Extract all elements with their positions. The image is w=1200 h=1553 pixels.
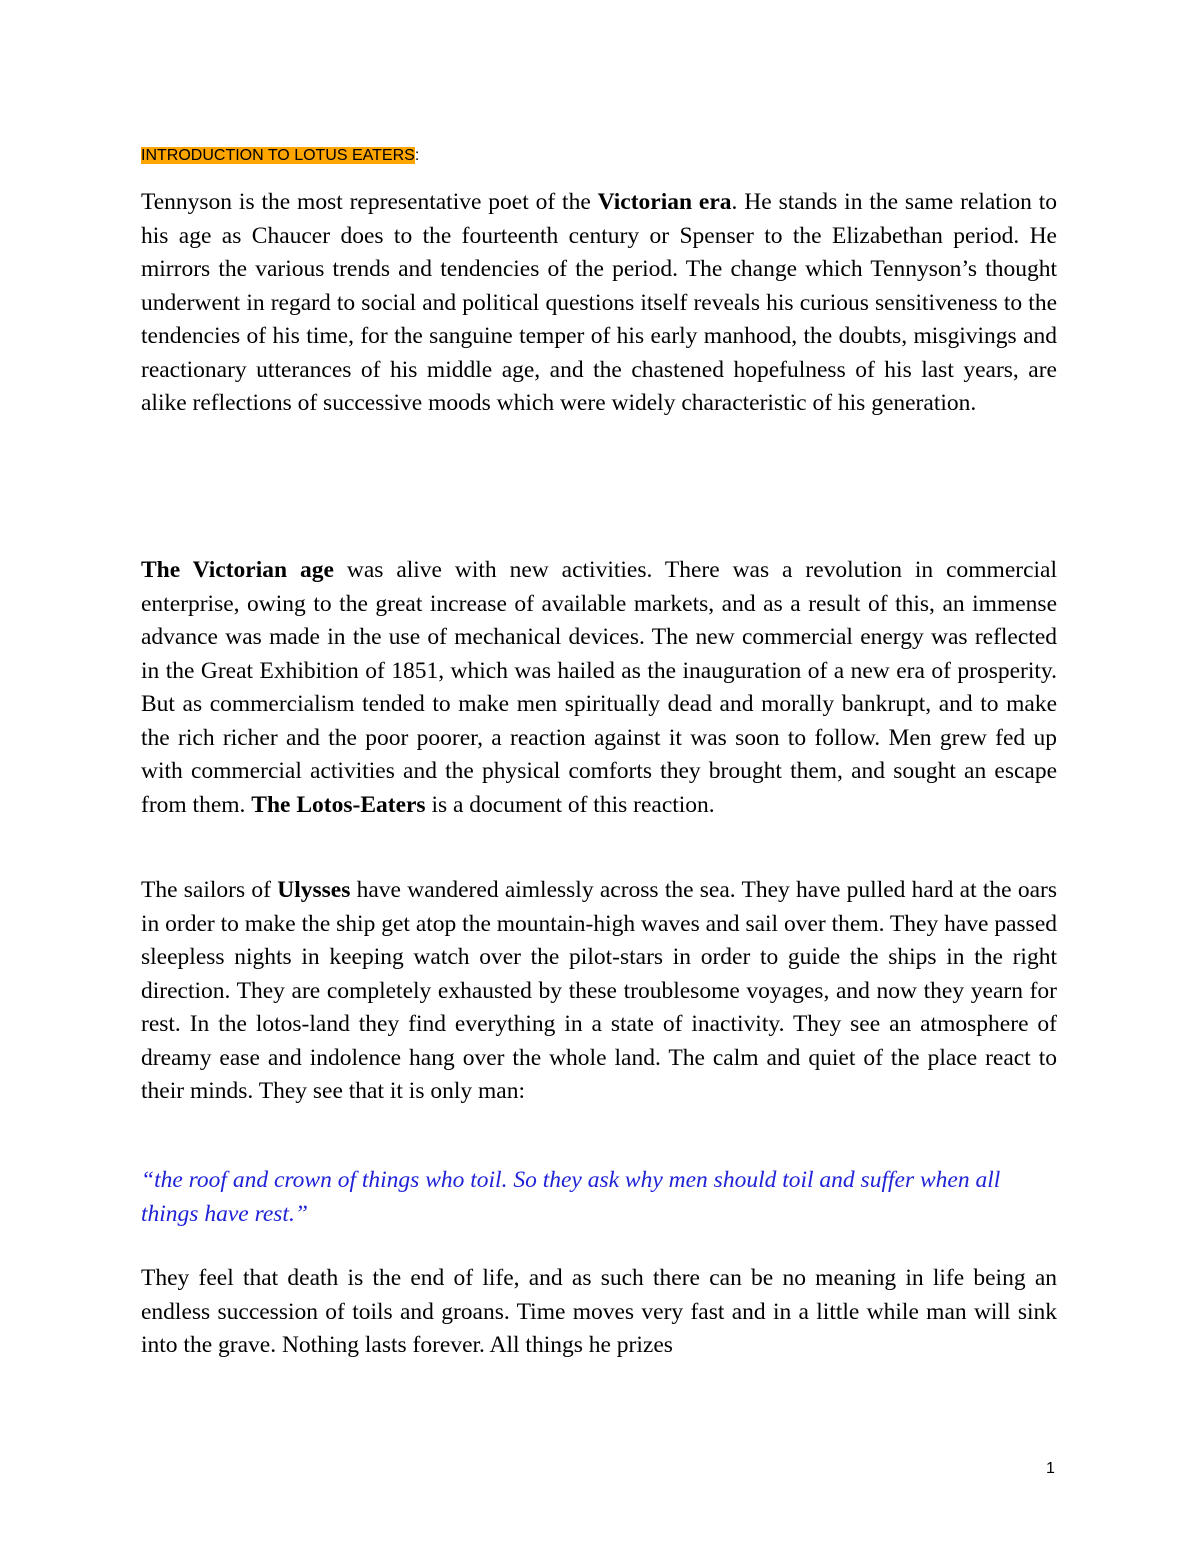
heading-colon: : — [414, 147, 420, 164]
paragraph-text: have wandered aimlessly across the sea. They have pulled hard at the oars in order to make the ship get atop the mountain-high waves and sail over them. They have passed sleepless nights in keeping watch over the pilot-stars in order to guide the ships in the right direction. They are completely exhausted by these troublesome voyages, and now they yearn for rest. In the lotos-land they find everything in a state of inactivity. They see an atmosphere of dreamy ease and indolence hang over the whole land. The calm and quiet of the place react to their minds. They see that it is only man: — [141, 877, 1057, 1104]
paragraph-text: . He stands in the same relation to his age as Chaucer does to the fourteenth century or Spenser to the Elizabethan period. He mirrors the various trends and tendencies of the period. The change which Tennyson’s thought underwent in regard to social and political questions itself reveals his curious sensitiveness to the tendencies of his time, for the sanguine temper of his early manhood, the doubts, misgivings and reactionary utterances of his middle age, and the chastened hopefulness of his last years, are alike reflections of successive moods which were widely characteristic of his generation. — [141, 189, 1057, 416]
paragraph-intro — [141, 186, 1057, 421]
paragraph-text: The sailors of — [141, 877, 278, 903]
heading-highlight: INTRODUCTION TO LOTUS EATERS — [141, 147, 415, 164]
paragraph-victorian-age — [141, 554, 1057, 822]
paragraph-sailors — [141, 874, 1057, 1109]
bold-term: Ulysses — [277, 877, 351, 903]
paragraph-text: is a document of this reaction. — [425, 791, 715, 818]
paragraph-text: Tennyson is the most representative poet of the — [141, 189, 598, 215]
bold-term: The Victorian age — [141, 557, 334, 583]
page-number: 1 — [1046, 1460, 1055, 1477]
bold-term: The Lotos-Eaters — [251, 791, 426, 818]
section-heading — [141, 146, 419, 166]
quotation: “the roof and crown of things who toil. So they ask why men should toil and suffer when all things have rest.” — [141, 1167, 1001, 1227]
paragraph-death: They feel that death is the end of life, and as such there can be no meaning in life being an endless succession of toils and groans. Time moves very fast and in a little while man will sink into the grave. Nothing lasts forever. All things he prizes — [141, 1265, 1057, 1358]
bold-term: Victorian era — [597, 189, 732, 215]
paragraph-text: was alive with new activities. There was a revolution in commercial enterprise, owing to the great increase of available markets, and as a result of this, an immense advance was made in the use of mechanical devices. The new commercial energy was reflected in the Great Exhibition of 1851, which was hailed as the inauguration of a new era of prosperity. But as commercialism tended to make men spiritually dead and morally bankrupt, and to make the rich richer and the poor poorer, a reaction against it was soon to follow. Men grew fed up with commercial activities and the physical comforts they brought them, and sought an escape from them. — [141, 557, 1058, 818]
